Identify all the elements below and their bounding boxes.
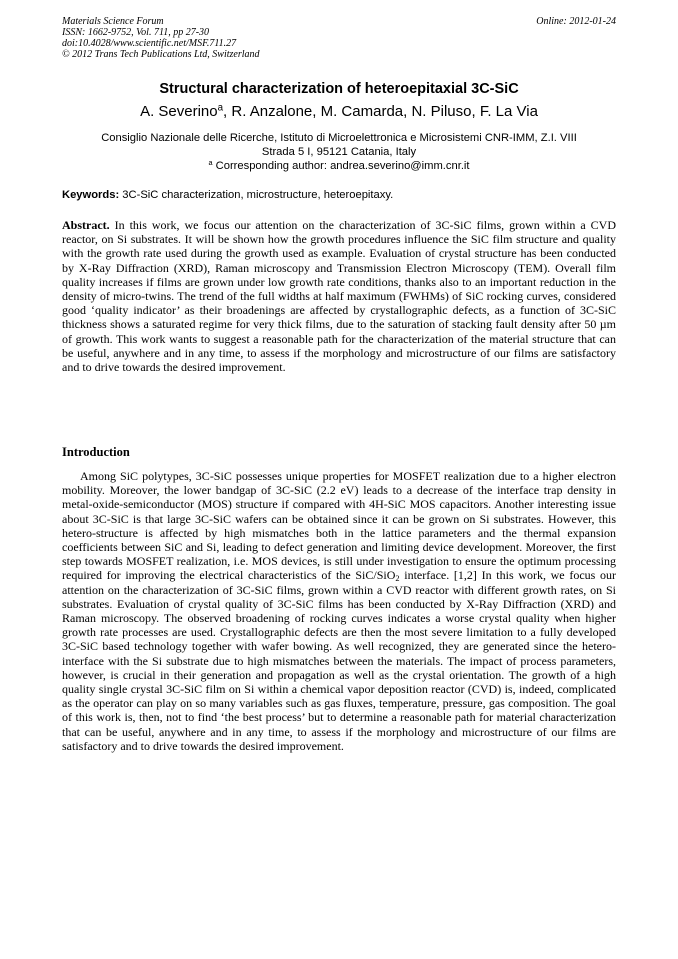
- abstract: [62, 218, 616, 374]
- doi-line: doi:10.4028/www.scientific.net/MSF.711.27: [62, 38, 237, 49]
- introduction-paragraph: [62, 469, 616, 753]
- copyright-line: © 2012 Trans Tech Publications Ltd, Switzerland: [62, 49, 260, 60]
- keywords-label: Keywords:: [62, 189, 120, 201]
- author-affiliation-mark: a: [217, 102, 224, 114]
- journal-name: Materials Science Forum: [62, 16, 164, 27]
- online-date: Online: 2012-01-24: [536, 16, 616, 27]
- abstract-label: Abstract.: [62, 218, 110, 232]
- keywords: [62, 188, 616, 202]
- corresponding-author: [62, 159, 616, 173]
- keywords-text: 3C-SiC characterization, microstructure, heteroepitaxy.: [119, 189, 394, 201]
- intro-subscript: 2: [395, 574, 400, 584]
- intro-text-part-1: Among SiC polytypes, 3C-SiC possesses unique properties for MOSFET realization due to a higher electron mobility. Moreover, the lower bandgap of 3C-SiC (2.2 eV) leads to a decrease of the interface trap density in metal-oxide-semiconductor (MOS) structure if compared with 4H-SiC MOS capacitors. Another interesting issue about 3C-SiC is that large 3C-SiC wafers can be obtained since it can be grown on Si substrates. However, this hetero-structure is affected by high mismatches both in the lattice parameters and the thermal expansion coefficients between SiC and Si, leading to defect generation and limiting device development. Moreover, the first step towards MOSFET realization, i.e. MOS devices, is still under investigation to ensure the optimum processing required for improving the electrical characteristics of the SiC/SiO: [62, 469, 616, 583]
- affiliation-block: [62, 131, 616, 173]
- author-list: [62, 102, 616, 121]
- issn-line: ISSN: 1662-9752, Vol. 711, pp 27-30: [62, 27, 210, 38]
- corresponding-mark: a: [208, 158, 213, 167]
- authors-rest: , R. Anzalone, M. Camarda, N. Piluso, F. La Via: [223, 103, 538, 120]
- affiliation-line-2: Strada 5 I, 95121 Catania, Italy: [261, 146, 417, 158]
- author-first: A. Severino: [140, 103, 218, 120]
- paper-title: Structural characterization of heteroepitaxial 3C-SiC: [159, 81, 519, 97]
- intro-text-part-2: interface. [1,2] In this work, we focus our attention on the characterization of 3C-SiC films, grown within a CVD reactor with different growth rates, on Si substrates. Evaluation of crystal quality of 3C-SiC films has been conducted by X-Ray Diffraction (XRD) and Raman microscopy. The observed broadening of rocking curves indicates a worse crystal quality when higher growth rate processes are used. Crystallographic defects are then the most severe limitation to a fully developed 3C-SiC based technology together with wafer bowing. As well recognized, they are generated since the hetero-interface with the Si substrate due to high mismatches between the materials. The impact of process parameters, however, is crucial in their generation and propagation as well as the crystal orientation. The growth of a high quality single crystal 3C-SiC film on Si within a chemical vapor deposition reactor (CVD) is, indeed, complicated as the operator can play on so many variables such as gas fluxes, temperature, pressure, gas composition. The goal of this work is, then, not to find ‘the best process’ but to determine a reasonable path for material characterization that can be useful, anywhere and in any time, to assess if the morphology and microstructure of our films are satisfactory and to drive towards the desired improvement.: [62, 568, 616, 753]
- corresponding-email: Corresponding author: andrea.severino@imm.cnr.it: [212, 160, 470, 172]
- abstract-text: In this work, we focus our attention on the characterization of 3C-SiC films, grown within a CVD reactor, on Si substrates. It will be shown how the growth procedures influence the SiC film structure and quality with the growth rate used during the growth used as example. Evaluation of crystal structure has been conducted by X-Ray Diffraction (XRD), Raman microscopy and Transmission Electron Microscopy (TEM). Overall film quality increases if films are grown under low growth rate conditions, thanks also to an important reduction in the density of micro-twins. The trend of the full widths at half maximum (FWHMs) of SiC rocking curves, considered good ‘quality indicator’ as their broadenings are affected by crystallographic defects, as a function of 3C-SiC thickness shows a saturated regime for very thick films, due to the saturation of stacking fault density after 50 µm of growth. This work wants to suggest a reasonable path for the characterization of the material structure that can be useful, anywhere and in any time, to assess if the morphology and microstructure of our films are satisfactory and to drive towards the desired improvement.: [62, 218, 616, 375]
- journal-header: [62, 16, 616, 60]
- affiliation-line-1: Consiglio Nazionale delle Ricerche, Istituto di Microelettronica e Microsistemi CNR-IMM, Z.I. VIII: [101, 132, 577, 144]
- introduction-heading: Introduction: [62, 445, 130, 459]
